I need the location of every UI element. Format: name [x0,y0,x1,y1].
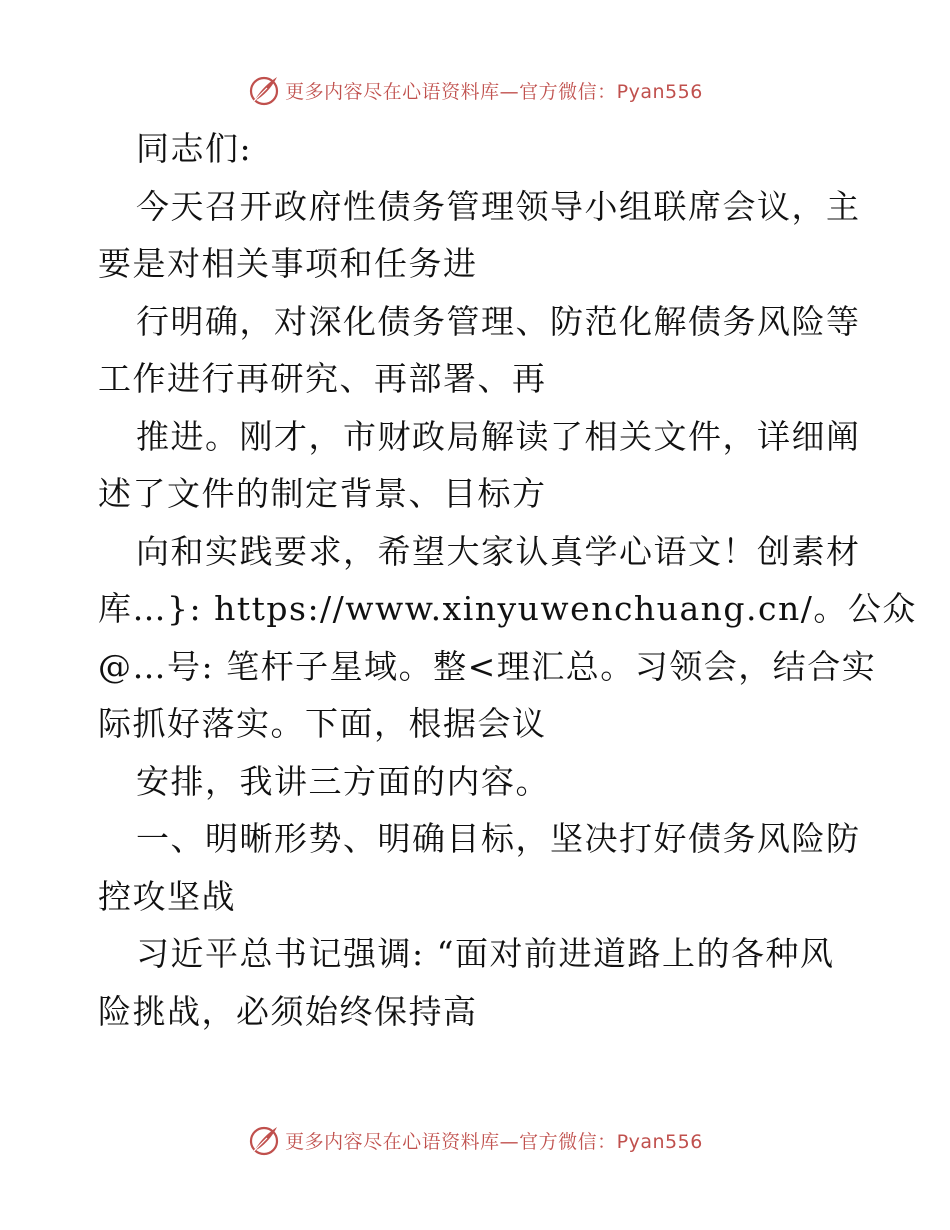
body-line: 安排，我讲三方面的内容。 [136,761,550,801]
body-line: 工作进行再研究、再部署、再 [98,359,547,398]
section-heading-line: 一、明晰形势、明确目标，坚决打好债务风险防 [136,819,861,858]
body-line: 向和实践要求，希望大家认真学心语文！创素材 [136,531,861,571]
body-line: @…号: 笔杆子星域。整<理汇总。习领会，结合实 [98,646,877,686]
feather-pen-logo-icon [247,73,281,107]
footer-banner-text: 更多内容尽在心语资料库—官方微信：Pyan556 [285,1130,703,1153]
body-line: 险挑战，必须始终保持高 [98,991,478,1031]
body-line: 述了文件的制定背景、目标方 [98,474,547,513]
section-heading-line: 控攻坚战 [98,876,236,916]
body-line: 同志们: [136,129,253,168]
body-line: 行明确，对深化债务管理、防范化解债务风险等 [136,301,861,341]
body-line: 要是对相关事项和任务进 [98,244,478,283]
header-banner-text: 更多内容尽在心语资料库—官方微信：Pyan556 [285,80,703,103]
footer-banner [0,1120,950,1160]
header-banner [0,70,950,110]
body-line: 习近平总书记强调: “面对前进道路上的各种风 [136,934,835,973]
body-line: 际抓好落实。下面，根据会议 [98,704,547,743]
body-line: 推进。刚才，市财政局解读了相关文件，详细阐 [136,416,861,456]
document-body [98,120,917,1040]
body-line: 库…}: https://www.xinyuwenchuang.cn/。公众 [98,589,917,628]
body-line: 今天召开政府性债务管理领导小组联席会议，主 [136,186,861,226]
feather-pen-logo-icon [247,1123,281,1157]
